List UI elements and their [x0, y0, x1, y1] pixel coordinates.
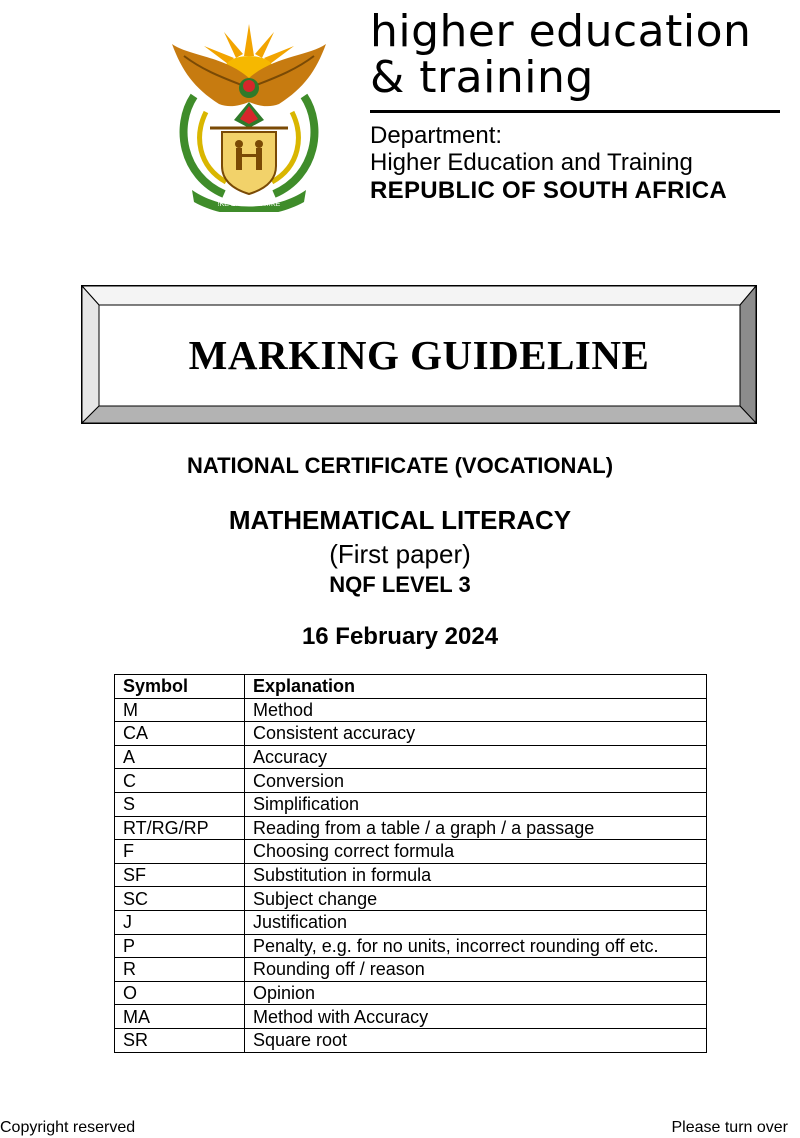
- table-row: [115, 958, 707, 982]
- svg-text:!KE E: /XARRA //KE: !KE E: /XARRA //KE: [217, 201, 281, 208]
- explanation-cell: Opinion: [245, 981, 707, 1005]
- table-row: [115, 934, 707, 958]
- explanation-cell: Substitution in formula: [245, 863, 707, 887]
- explanation-cell: Reading from a table / a graph / a passage: [245, 816, 707, 840]
- symbol-cell: R: [115, 958, 245, 982]
- symbol-cell: O: [115, 981, 245, 1005]
- symbol-cell: C: [115, 769, 245, 793]
- coat-of-arms-logo: [164, 16, 334, 212]
- paper-name: (First paper): [329, 539, 471, 569]
- coat-of-arms-icon: [164, 16, 334, 212]
- explanation-cell: Method: [245, 698, 707, 722]
- explanation-cell: Penalty, e.g. for no units, incorrect rounding off etc.: [245, 934, 707, 958]
- symbol-cell: CA: [115, 722, 245, 746]
- table-row: [115, 769, 707, 793]
- country-name: REPUBLIC OF SOUTH AFRICA: [370, 177, 727, 204]
- table-row: [115, 698, 707, 722]
- nqf-level: NQF LEVEL 3: [329, 572, 471, 597]
- table-row: [115, 910, 707, 934]
- table-row: [115, 792, 707, 816]
- symbol-cell: F: [115, 840, 245, 864]
- department-label: Department:: [370, 122, 503, 149]
- column-header-symbol: Symbol: [115, 675, 245, 699]
- symbol-cell: SF: [115, 863, 245, 887]
- table-row: [115, 745, 707, 769]
- symbol-cell: M: [115, 698, 245, 722]
- table-row: [115, 722, 707, 746]
- symbol-cell: J: [115, 910, 245, 934]
- symbol-cell: MA: [115, 1005, 245, 1029]
- symbol-cell: P: [115, 934, 245, 958]
- explanation-cell: Rounding off / reason: [245, 958, 707, 982]
- subject-name: MATHEMATICAL LITERACY: [228, 505, 572, 535]
- table-row: [115, 887, 707, 911]
- exam-date: 16 February 2024: [301, 623, 499, 650]
- table-row: [115, 1028, 707, 1052]
- symbol-cell: RT/RG/RP: [115, 816, 245, 840]
- table-header-row: [115, 675, 707, 699]
- table-row: [115, 981, 707, 1005]
- copyright-notice: Copyright reserved: [0, 1119, 136, 1136]
- explanation-cell: Square root: [245, 1028, 707, 1052]
- explanation-cell: Conversion: [245, 769, 707, 793]
- symbol-table: [114, 674, 707, 1053]
- department-name: Higher Education and Training: [370, 149, 693, 176]
- symbol-cell: SR: [115, 1028, 245, 1052]
- table-row: [115, 840, 707, 864]
- explanation-cell: Subject change: [245, 887, 707, 911]
- brand-title-line1: higher education: [370, 6, 752, 57]
- symbol-cell: SC: [115, 887, 245, 911]
- symbol-cell: S: [115, 792, 245, 816]
- explanation-cell: Accuracy: [245, 745, 707, 769]
- brand-divider: [370, 110, 780, 113]
- explanation-cell: Simplification: [245, 792, 707, 816]
- table-row: [115, 1005, 707, 1029]
- explanation-cell: Method with Accuracy: [245, 1005, 707, 1029]
- explanation-cell: Choosing correct formula: [245, 840, 707, 864]
- column-header-explanation: Explanation: [245, 675, 707, 699]
- explanation-cell: Justification: [245, 910, 707, 934]
- table-row: [115, 816, 707, 840]
- title-frame: [81, 285, 757, 424]
- table-row: [115, 863, 707, 887]
- explanation-cell: Consistent accuracy: [245, 722, 707, 746]
- document-title: MARKING GUIDELINE: [188, 332, 650, 378]
- department-branding: [370, 6, 790, 216]
- turn-over-notice: Please turn over: [671, 1119, 788, 1136]
- symbol-cell: A: [115, 745, 245, 769]
- certificate-name: NATIONAL CERTIFICATE (VOCATIONAL): [186, 453, 614, 478]
- brand-title-line2: & training: [370, 52, 594, 103]
